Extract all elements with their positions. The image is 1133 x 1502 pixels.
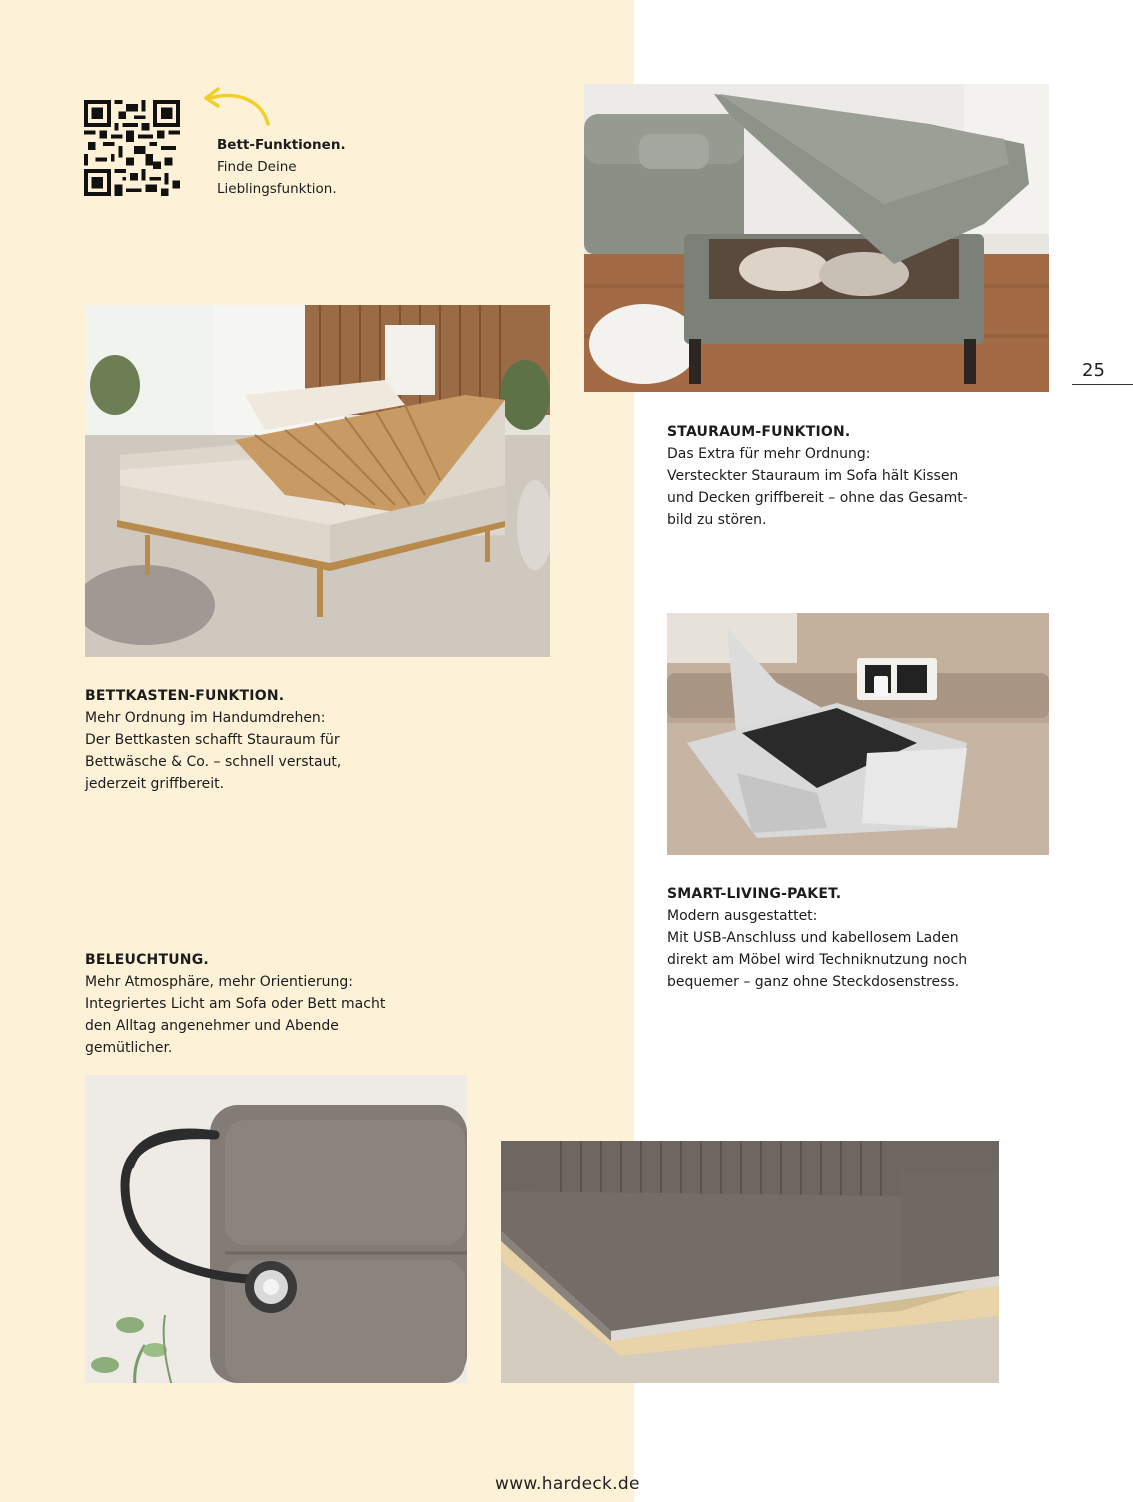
page-number-rule: [1072, 384, 1133, 385]
beleuchtung-line: den Alltag angenehmer und Abende: [85, 1018, 339, 1034]
sofa-storage-photo: [584, 84, 1049, 392]
stauraum-line: und Decken griffbereit – ohne das Gesamt-: [667, 490, 968, 506]
curved-arrow-icon: [196, 84, 276, 130]
reading-lamp-photo: [85, 1075, 467, 1383]
beleuchtung-line: Mehr Atmosphäre, mehr Orientierung:: [85, 974, 353, 990]
smart-living-line: bequemer – ganz ohne Steckdosenstress.: [667, 974, 960, 990]
stauraum-heading: STAURAUM-FUNKTION.: [667, 424, 851, 440]
stauraum-line: Versteckter Stauraum im Sofa hält Kissen: [667, 468, 959, 484]
smart-living-line: Modern ausgestattet:: [667, 908, 818, 924]
qr-caption-line: Lieblingsfunktion.: [217, 181, 337, 197]
bed-storage-photo: [85, 305, 550, 657]
qr-code[interactable]: [84, 100, 180, 196]
bettkasten-text: [85, 685, 341, 795]
beleuchtung-line: Integriertes Licht am Sofa oder Bett macht: [85, 996, 386, 1012]
stauraum-text: [667, 421, 968, 531]
bettkasten-line: Der Bettkasten schafft Stauraum für: [85, 732, 340, 748]
qr-caption-title: Bett-Funktionen.: [217, 137, 346, 153]
qr-caption: [217, 134, 346, 200]
bettkasten-line: Mehr Ordnung im Handumdrehen:: [85, 710, 326, 726]
led-base-light-photo: [501, 1141, 999, 1383]
footer-url[interactable]: www.hardeck.de: [495, 1474, 640, 1494]
bettkasten-line: Bettwäsche & Co. – schnell verstaut,: [85, 754, 342, 770]
bettkasten-line: jederzeit griffbereit.: [85, 776, 225, 792]
page-number: 25: [1082, 360, 1105, 381]
smart-living-photo: [667, 613, 1049, 855]
smart-living-text: [667, 883, 967, 993]
qr-caption-line: Finde Deine: [217, 159, 297, 175]
stauraum-line: bild zu stören.: [667, 512, 767, 528]
bettkasten-heading: BETTKASTEN-FUNKTION.: [85, 688, 285, 704]
smart-living-heading: SMART-LIVING-PAKET.: [667, 886, 842, 902]
beleuchtung-heading: BELEUCHTUNG.: [85, 952, 209, 968]
smart-living-line: Mit USB-Anschluss und kabellosem Laden: [667, 930, 959, 946]
stauraum-line: Das Extra für mehr Ordnung:: [667, 446, 871, 462]
beleuchtung-line: gemütlicher.: [85, 1040, 173, 1056]
smart-living-line: direkt am Möbel wird Techniknutzung noch: [667, 952, 968, 968]
beleuchtung-text: [85, 949, 385, 1059]
